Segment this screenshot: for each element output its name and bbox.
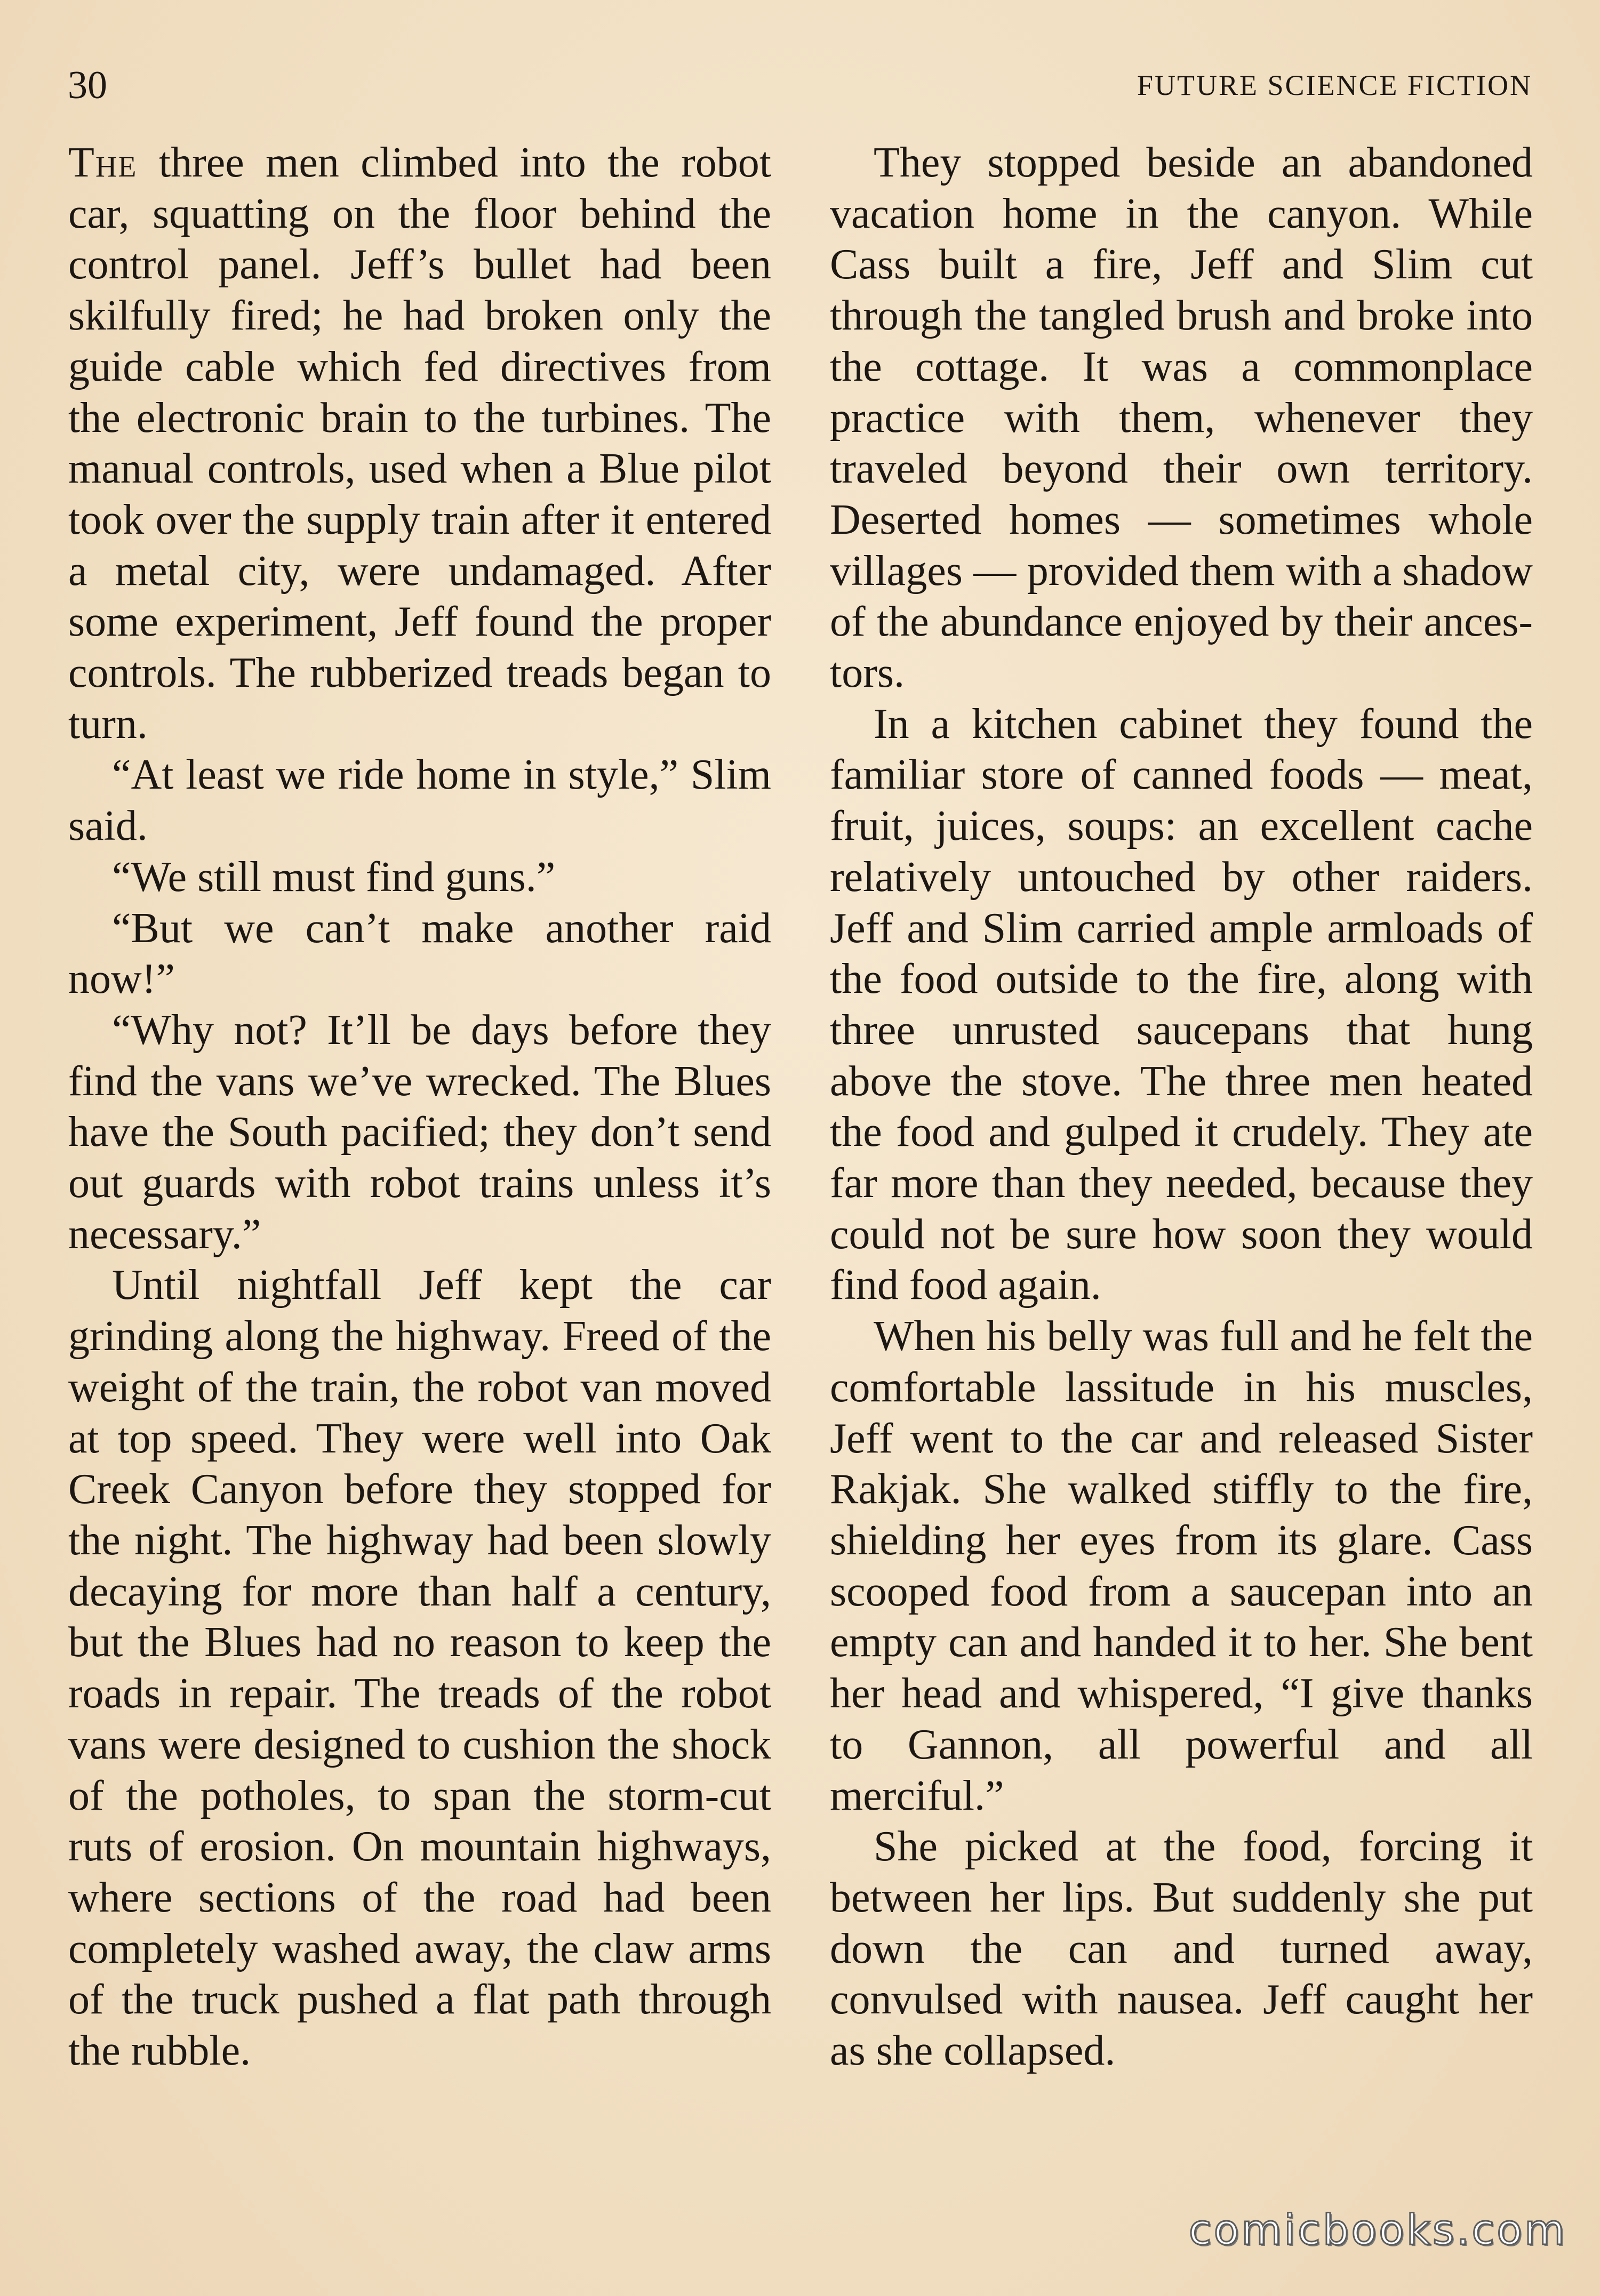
- paragraph: She picked at the food, forcing it between her lips. But suddenly she put down the can and turned away, convulsed with nausea. Jeff caught her as she collapsed.: [830, 1823, 1533, 2075]
- watermark: comicbooks.com: [1188, 2206, 1567, 2254]
- right-column: [830, 138, 1533, 2077]
- page-header: [68, 56, 1532, 115]
- paragraph: Until nightfall Jeff kept the car grinding along the highway. Freed of the weight of the train, the robot van moved at top speed. They were well into Oak Creek Canyon before they stopped for the night. The highway had been slowly decaying for more than half a century, but the Blues had no reason to keep the roads in repair. The treads of the robot vans were designed to cushion the shock of the potholes, to span the storm-cut ruts of erosion. On mountain highways, where sections of the road had been completely washed away, the claw arms of the truck pushed a flat path through the rubble.: [68, 1262, 771, 2075]
- paragraph-text: three men climbed into the robot car, squatting on the floor behind the control panel. Jeff’s bullet had been skilfully fired; he had broken only the guide cable which fed directives from the electronic brain to the turbines. The manual controls, used when a Blue pilot took over the supply train after it entered a metal city, were undamaged. After some experiment, Jeff found the proper controls. The rubberized treads began to turn.: [68, 139, 771, 748]
- page-number: 30: [68, 63, 107, 107]
- running-head: FUTURE SCIENCE FICTION: [1137, 69, 1532, 101]
- paragraph: “We still must find guns.”: [112, 853, 556, 901]
- paragraph: They stopped beside an abandoned vacation home in the canyon. While Cass built a fire, Jeff and Slim cut through the tangled brush and broke into the cottage. It was a commonplace practice with them, whenever they traveled beyond their own territory. Deserted homes — sometimes whole villages — provided them with a shadow of the abundance enjoyed by their ancestors.: [830, 139, 1533, 697]
- paragraph: “But we can’t make another raid now!”: [68, 904, 771, 1003]
- left-column: [68, 138, 771, 2077]
- paragraph: When his belly was full and he felt the comfortable lassitude in his muscles, Jeff went to the car and released Sister Rakjak. She walked stiffly to the fire, shielding her eyes from its glare. Cass scooped food from a saucepan into an empty can and handed it to her. She bent her head and whispered, “I give thanks to Gannon, all powerful and all merciful.”: [830, 1313, 1533, 1819]
- paragraph: [68, 138, 771, 750]
- paragraph: “At least we ride home in style,” Slim said.: [68, 751, 771, 850]
- paragraph: “Why not? It’ll be days before they find the vans we’ve wrecked. The Blues have the South pacified; they don’t send out guards with robot trains unless it’s necessary.”: [68, 1006, 771, 1258]
- paragraph: In a kitchen cabinet they found the familiar store of canned foods — meat, fruit, juices, soups: an excellent cache relatively untouched by other raiders. Jeff and Slim carried ample armloads of the food outside to the fire, along with three unrusted saucepans that hung above the stove. The three men heated the food and gulped it crudely. They ate far more than they needed, because they could not be sure how soon they would find food again.: [830, 700, 1533, 1309]
- lead-word: The: [68, 139, 138, 186]
